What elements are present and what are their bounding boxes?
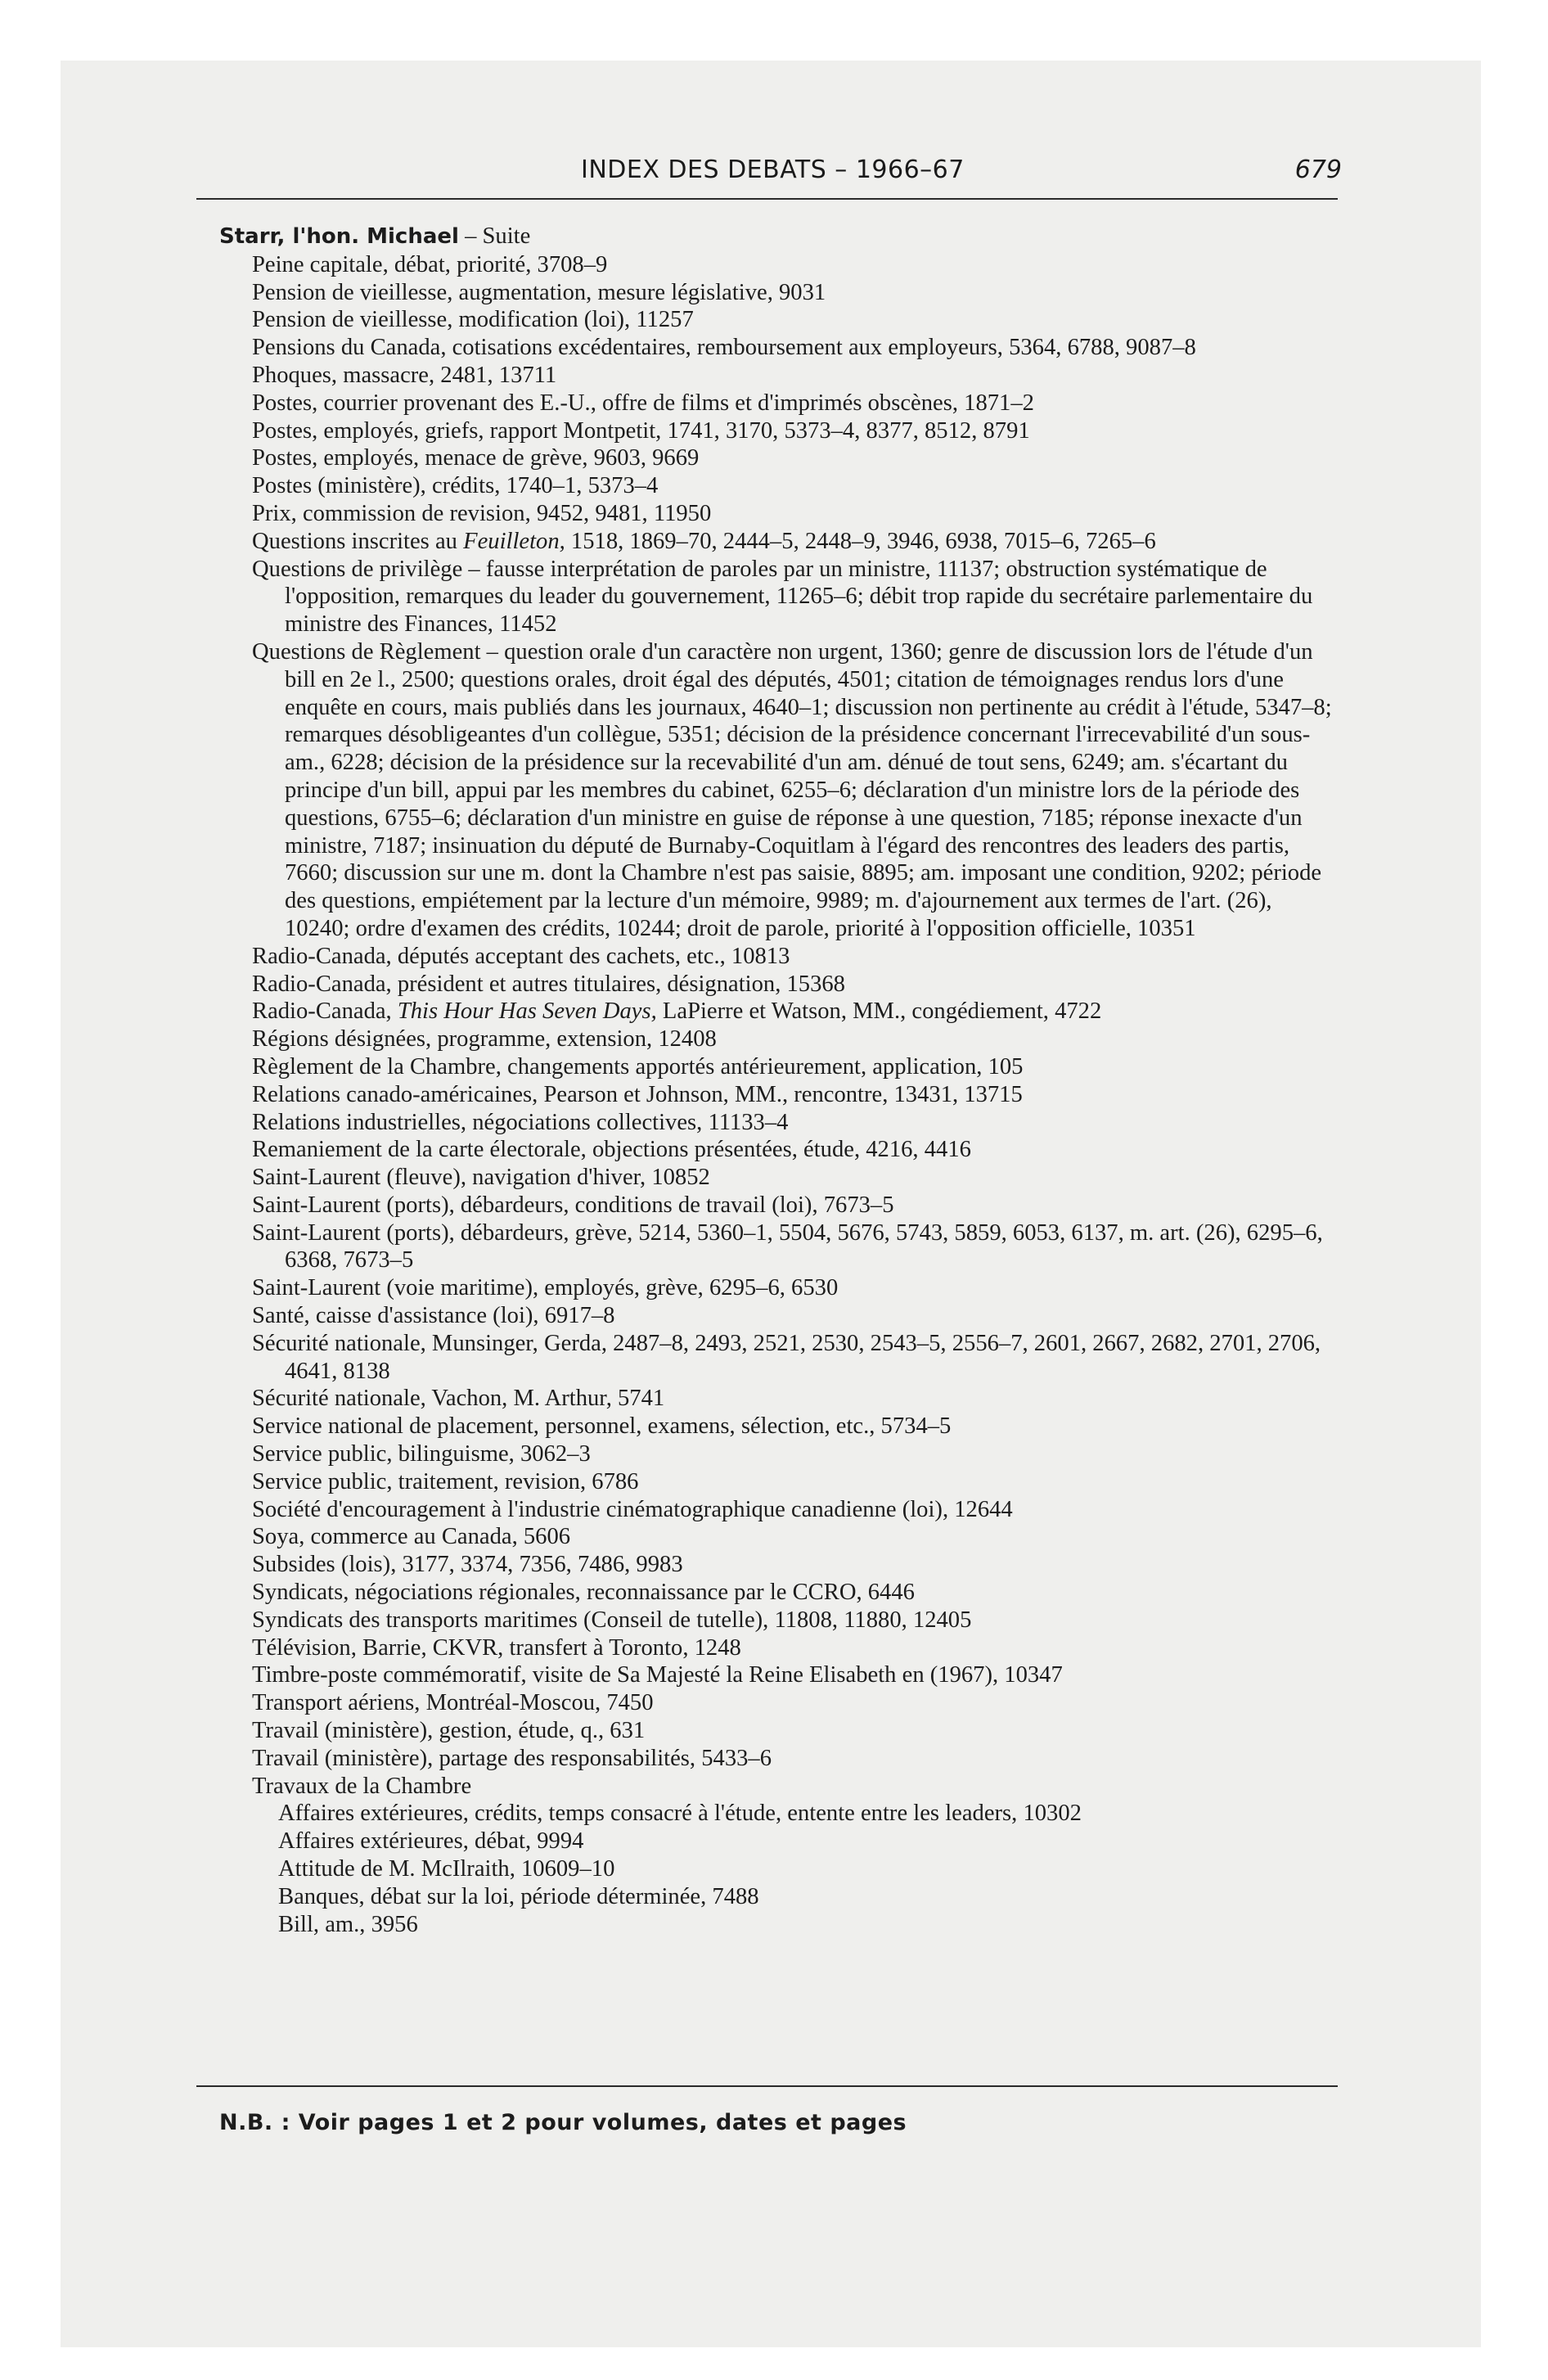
footer-note: N.B. : Voir pages 1 et 2 pour volumes, dates et pages xyxy=(219,2110,907,2135)
entry-list-1 xyxy=(219,251,1342,528)
entry-list-3 xyxy=(219,1025,1342,1773)
index-entry: Postes, employés, menace de grève, 9603, 9669 xyxy=(252,445,700,471)
section-name: Starr, l'hon. Michael xyxy=(219,224,459,249)
index-entry: Société d'encouragement à l'industrie cinématographique canadienne (loi), 12644 xyxy=(252,1496,1013,1522)
page-title: INDEX DES DEBATS – 1966–67 xyxy=(581,156,965,184)
index-entry: Sécurité nationale, Munsinger, Gerda, 2487–8, 2493, 2521, 2530, 2543–5, 2556–7, 2601, 2667, 2682, 2701, 2706, 4641, 8138 xyxy=(252,1330,1321,1384)
index-content xyxy=(219,223,1342,1938)
index-entry: Saint-Laurent (ports), débardeurs, conditions de travail (loi), 7673–5 xyxy=(252,1192,894,1218)
entry-text: 1518, 1869–70, 2444–5, 2448–9, 3946, 6938, 7015–6, 7265–6 xyxy=(565,528,1156,554)
index-entry: Phoques, massacre, 2481, 13711 xyxy=(252,362,557,388)
index-entry: Service public, traitement, revision, 6786 xyxy=(252,1468,639,1494)
index-entry: Santé, caisse d'assistance (loi), 6917–8 xyxy=(252,1303,615,1329)
entry-italic-text: Feuilleton, xyxy=(463,528,565,554)
running-head xyxy=(196,156,1342,196)
index-entry: Peine capitale, débat, priorité, 3708–9 xyxy=(252,251,608,277)
index-entry: Questions de Règlement – question orale d'un caractère non urgent, 1360; genre de discussion lors de l'étude d'un bill en 2e l., 2500; questions orales, droit égal des députés, 4501; citation de témoignages rendus lors d'une enquête en cours, mais publiés dans les journaux, 4640–1; discussion non pertinente au crédit à l'étude, 5347–8; remarques désobligeantes d'un collègue, 5351; décision de la présidence concernant l'irrecevabilité d'un sous-am., 6228; décision de la présidence sur la recevabilité d'un am. dénué de tout sens, 6249; am. s'écartant du principe d'un bill, appui par les membres du cabinet, 6255–6; déclaration d'un ministre lors de la période des questions, 6755–6; déclaration d'un ministre en guise de réponse à une question, 7185; réponse inexacte d'un ministre, 7187; insinuation du député de Burnaby-Coquitlam à l'égard des rencontres des leaders des partis, 7660; discussion sur une m. dont la Chambre n'est pas saisie, 8895; am. imposant une condition, 9202; période des questions, empiétement par la lecture d'un mémoire, 9989; m. d'ajournement aux termes de l'art. (26), 10240; ordre d'examen des crédits, 10244; droit de parole, priorité à l'opposition officielle, 10351 xyxy=(252,638,1332,941)
subgroup-heading: Travaux de la Chambre xyxy=(252,1773,472,1799)
index-entry: Postes, employés, griefs, rapport Montpetit, 1741, 3170, 5373–4, 8377, 8512, 8791 xyxy=(252,417,1030,444)
index-entry: Sécurité nationale, Vachon, M. Arthur, 5741 xyxy=(252,1386,665,1412)
index-subentry: Banques, débat sur la loi, période déterminée, 7488 xyxy=(278,1883,759,1909)
index-entry-feuilleton xyxy=(219,528,1342,556)
index-entry: Prix, commission de revision, 9452, 9481, 11950 xyxy=(252,500,712,526)
entry-list-2 xyxy=(219,556,1342,998)
header-rule xyxy=(196,198,1338,200)
entry-text: Questions inscrites au xyxy=(252,528,464,554)
entry-text: Radio-Canada, xyxy=(252,998,398,1025)
index-subentry: Attitude de M. McIlraith, 10609–10 xyxy=(278,1856,615,1882)
index-entry: Régions désignées, programme, extension, 12408 xyxy=(252,1026,717,1053)
index-entry: Télévision, Barrie, CKVR, transfert à Toronto, 1248 xyxy=(252,1634,741,1661)
entry-text: LaPierre et Watson, MM., congédiement, 4722 xyxy=(656,998,1102,1025)
index-entry: Travail (ministère), partage des responsabilités, 5433–6 xyxy=(252,1745,772,1771)
index-entry: Pension de vieillesse, modification (loi), 11257 xyxy=(252,307,694,333)
index-entry: Syndicats, négociations régionales, reconnaissance par le CCRO, 6446 xyxy=(252,1580,915,1606)
index-subentry: Affaires extérieures, crédits, temps consacré à l'étude, entente entre les leaders, 10302 xyxy=(278,1801,1082,1827)
index-entry: Postes (ministère), crédits, 1740–1, 5373–4 xyxy=(252,473,659,499)
index-entry: Questions de privilège – fausse interprétation de paroles par un ministre, 11137; obstruction systématique de l'opposition, remarques du leader du gouvernement, 11265–6; débit trop rapide du secrétaire parlementaire du ministre des Finances, 11452 xyxy=(252,556,1313,638)
index-entry: Règlement de la Chambre, changements apportés antérieurement, application, 105 xyxy=(252,1053,1024,1080)
index-entry: Relations canado-américaines, Pearson et Johnson, MM., rencontre, 13431, 13715 xyxy=(252,1081,1023,1107)
index-entry: Service national de placement, personnel, examens, sélection, etc., 5734–5 xyxy=(252,1413,952,1440)
footer-rule xyxy=(196,2085,1338,2087)
index-entry: Pension de vieillesse, augmentation, mesure législative, 9031 xyxy=(252,279,826,305)
section-continued: – Suite xyxy=(458,223,531,249)
page-number: 679 xyxy=(1294,156,1342,184)
index-entry: Soya, commerce au Canada, 5606 xyxy=(252,1524,571,1550)
index-entry: Saint-Laurent (ports), débardeurs, grève, 5214, 5360–1, 5504, 5676, 5743, 5859, 6053, 6137, m. art. (26), 6295–6, 6368, 7673–5 xyxy=(252,1219,1323,1273)
index-entry: Radio-Canada, députés acceptant des cachets, etc., 10813 xyxy=(252,943,790,969)
index-entry: Radio-Canada, président et autres titulaires, désignation, 15368 xyxy=(252,971,845,997)
index-entry: Remaniement de la carte électorale, objections présentées, étude, 4216, 4416 xyxy=(252,1137,971,1163)
section-heading xyxy=(219,223,1342,251)
index-entry: Postes, courrier provenant des E.-U., offre de films et d'imprimés obscènes, 1871–2 xyxy=(252,390,1034,416)
index-entry: Pensions du Canada, cotisations excédentaires, remboursement aux employeurs, 5364, 6788, 9087–8 xyxy=(252,335,1196,361)
index-entry: Relations industrielles, négociations collectives, 11133–4 xyxy=(252,1109,789,1135)
index-subentry: Bill, am., 3956 xyxy=(278,1911,418,1937)
index-entry: Syndicats des transports maritimes (Conseil de tutelle), 11808, 11880, 12405 xyxy=(252,1607,972,1633)
index-entry-italic xyxy=(219,998,1342,1025)
index-entry: Service public, bilinguisme, 3062–3 xyxy=(252,1441,591,1467)
index-entry: Subsides (lois), 3177, 3374, 7356, 7486, 9983 xyxy=(252,1552,683,1578)
index-subentry: Affaires extérieures, débat, 9994 xyxy=(278,1828,584,1855)
travaux-group xyxy=(219,1773,1342,1939)
index-entry: Transport aériens, Montréal-Moscou, 7450 xyxy=(252,1690,654,1716)
index-entry: Timbre-poste commémoratif, visite de Sa Majesté la Reine Elisabeth en (1967), 10347 xyxy=(252,1662,1063,1688)
index-entry: Travail (ministère), gestion, étude, q., 631 xyxy=(252,1718,646,1744)
index-entry: Saint-Laurent (fleuve), navigation d'hiver, 10852 xyxy=(252,1165,710,1191)
index-entry: Saint-Laurent (voie maritime), employés, grève, 6295–6, 6530 xyxy=(252,1275,839,1301)
entry-italic-text: This Hour Has Seven Days, xyxy=(397,998,657,1025)
